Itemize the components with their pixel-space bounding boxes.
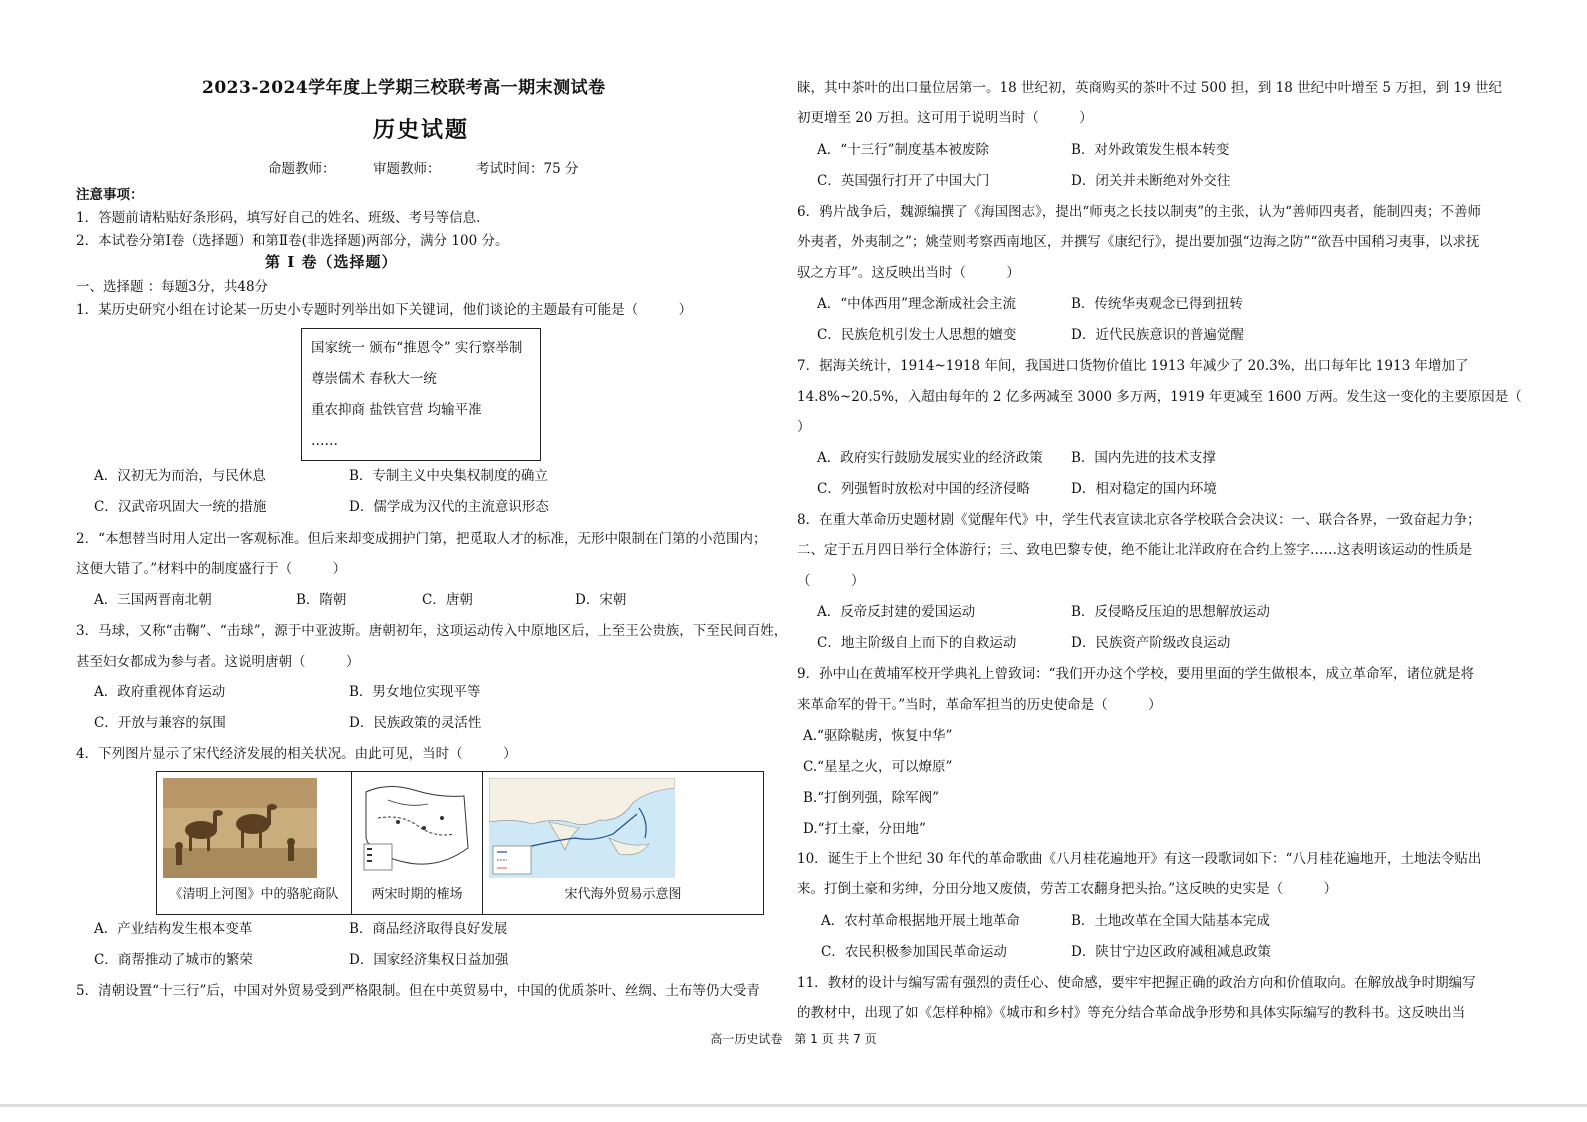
- question-8-stem: 8．在重大革命历史题材剧《觉醒年代》中，学生代表宣读北京各学校联合会决议：一、联合各界，一致奋起力争；: [797, 512, 1481, 528]
- option-d[interactable]: D．相对稳定的国内环境: [1071, 481, 1217, 497]
- trade-market-map: [358, 778, 476, 878]
- option-c[interactable]: C．地主阶级自上而下的自救运动: [817, 635, 1017, 651]
- question-9-stem: 9．孙中山在黄埔军校开学典礼上曾致词：“我们开办这个学校，要用里面的学生做根本，成立革命军，诸位就是将: [797, 666, 1474, 682]
- keyword-line: 尊崇儒术 春秋大一统: [311, 371, 437, 387]
- option-d[interactable]: D．近代民族意识的普遍觉醒: [1071, 327, 1244, 343]
- option-c[interactable]: C．英国强行打开了中国大门: [817, 173, 990, 189]
- camel-caravan-image: [163, 778, 317, 878]
- question-11-stem: 11．教材的设计与编写需有强烈的责任心、使命感，要牢牢把握正确的政治方向和价值取向。在解放战争时期编写: [797, 975, 1476, 991]
- option-b[interactable]: B．国内先进的技术支撑: [1071, 450, 1216, 466]
- question-5-stem: 5．清朝设置“十三行”后，中国对外贸易受到严格限制。但在中英贸易中，中国的优质茶叶、丝绸、土布等仍大受青: [76, 983, 760, 999]
- option-a[interactable]: A.“驱除鞑虏，恢复中华”: [803, 728, 953, 744]
- question-3-stem: 甚至妇女都成为参与者。这说明唐朝（ ）: [76, 654, 360, 670]
- question-8-stem: （ ）: [797, 573, 865, 589]
- figure-caption: 《清明上河图》中的骆驼商队: [169, 887, 339, 902]
- option-c[interactable]: C．列强暂时放松对中国的经济侵略: [817, 481, 1030, 497]
- option-b[interactable]: B．商品经济取得良好发展: [349, 921, 508, 937]
- question-6-stem: 外夷者，外夷制之”；姚莹则考察西南地区，并撰写《康纪行》，提出要加强“边海之防”“欲吾中国稍习夷事，以求抚: [797, 234, 1480, 250]
- notice-item: 2．本试卷分第Ⅰ卷（选择题）和第Ⅱ卷(非选择题)两部分，满分 100 分。: [76, 233, 509, 249]
- setter-label: 命题教师：: [268, 161, 336, 177]
- question-5-stem: 睐，其中茶叶的出口量位居第一。18 世纪初，英商购买的茶叶不过 500 担，到 18 世纪中叶增至 5 万担，到 19 世纪: [797, 80, 1503, 96]
- option-d[interactable]: D．民族政策的灵活性: [349, 715, 482, 731]
- option-d[interactable]: D.“打土豪，分田地”: [803, 821, 926, 837]
- option-c[interactable]: C.“星星之火，可以燎原”: [803, 759, 953, 775]
- option-a[interactable]: A．反帝反封建的爱国运动: [817, 604, 976, 620]
- question-2-stem: 2．“本想替当时用人定出一客观标准。但后来却变成拥护门第，把觅取人才的标准，无形中限制在门第的小范围内；: [76, 531, 767, 547]
- question-1-stem: 1．某历史研究小组在讨论某一历史小专题时列举出如下关键词，他们谈论的主题最有可能是（ ）: [76, 302, 693, 318]
- question-4-stem: 4．下列图片显示了宋代经济发展的相关状况。由此可见，当时（ ）: [76, 746, 517, 762]
- option-b[interactable]: B．反侵略反压迫的思想解放运动: [1071, 604, 1270, 620]
- notice-item: 1．答题前请粘贴好条形码，填写好自己的姓名、班级、考号等信息．: [76, 210, 490, 226]
- option-d[interactable]: D．儒学成为汉代的主流意识形态: [349, 499, 549, 515]
- option-d[interactable]: D．国家经济集权日益加强: [349, 952, 509, 968]
- option-a[interactable]: A．“十三行”制度基本被废除: [817, 142, 990, 158]
- option-d[interactable]: D．闭关并未断绝对外交往: [1071, 173, 1231, 189]
- section-instruction: 一、选择题 ：每题3分，共48分: [76, 279, 269, 295]
- option-c[interactable]: C．开放与兼容的氛围: [94, 715, 226, 731]
- exam-time: 考试时间：75 分: [476, 161, 579, 177]
- option-b[interactable]: B．隋朝: [296, 592, 347, 608]
- page-footer: 高一历史试卷 第 1 页 共 7 页: [710, 1032, 877, 1046]
- question-7-stem: 14.8%~20.5%，入超由每年的 2 亿多两减至 3000 多万两，1919 年更减至 1600 万两。发生这一变化的主要原因是（: [797, 389, 1522, 405]
- question-10-stem: 10．诞生于上个世纪 30 年代的革命歌曲《八月桂花遍地开》有这一段歌词如下：“八月桂花遍地开，土地法令贴出: [797, 851, 1482, 867]
- option-c[interactable]: C．农民积极参加国民革命运动: [821, 944, 1007, 960]
- exam-title: 2023-2024学年度上学期三校联考高一期末测试卷: [202, 78, 606, 98]
- option-d[interactable]: D．宋朝: [575, 592, 627, 608]
- option-a[interactable]: A．“中体西用”理念渐成社会主流: [817, 296, 1017, 312]
- option-a[interactable]: A．三国两晋南北朝: [94, 592, 212, 608]
- option-c[interactable]: C．唐朝: [422, 592, 473, 608]
- figure-strip: [156, 771, 764, 915]
- keyword-line: 重农抑商 盐铁官营 均输平准: [311, 402, 482, 418]
- reviewer-label: 审题教师：: [373, 161, 441, 177]
- question-8-stem: 二、定于五月四日举行全体游行；三、致电巴黎专使，绝不能让北洋政府在合约上签字……这表明该运动的性质是: [797, 542, 1472, 558]
- subject-title: 历史试题: [373, 117, 470, 143]
- keyword-box: [301, 328, 541, 461]
- option-b[interactable]: B．土地改革在全国大陆基本完成: [1071, 913, 1270, 929]
- option-c[interactable]: C．汉武帝巩固大一统的措施: [94, 499, 267, 515]
- keyword-line: ……: [311, 433, 338, 449]
- option-b[interactable]: B.“打倒列强，除军阀”: [803, 790, 940, 806]
- question-3-stem: 3．马球，又称“击鞠”、“击球”，源于中亚波斯。唐朝初年，这项运动传入中原地区后，上至王公贵族，下至民间百姓，: [76, 623, 788, 639]
- option-b[interactable]: B．专制主义中央集权制度的确立: [349, 468, 548, 484]
- option-b[interactable]: B．传统华夷观念已得到扭转: [1071, 296, 1243, 312]
- question-9-stem: 来革命军的骨干。”当时，革命军担当的历史使命是（ ）: [797, 697, 1162, 713]
- option-c[interactable]: C．民族危机引发士人思想的嬗变: [817, 327, 1017, 343]
- question-10-stem: 来。打倒土豪和劣绅，分田分地又废债，劳苦工农翻身把头抬。”这反映的史实是（ ）: [797, 881, 1338, 897]
- option-d[interactable]: D．民族资产阶级改良运动: [1071, 635, 1231, 651]
- option-a[interactable]: A．农村革命根据地开展土地革命: [821, 913, 1020, 929]
- figure-map-sea: [482, 772, 763, 914]
- question-5-stem: 初更增至 20 万担。这可用于说明当时（ ）: [797, 110, 1093, 126]
- question-6-stem: 6．鸦片战争后，魏源编撰了《海国图志》，提出“师夷之长技以制夷”的主张，认为“善师四夷者，能制四夷；不善师: [797, 204, 1482, 220]
- option-a[interactable]: A．政府重视体育运动: [94, 684, 226, 700]
- notice-title: 注意事项：: [76, 187, 144, 203]
- page-bottom-rule: [0, 1104, 1587, 1107]
- keyword-line: 国家统一 颁布“推恩令” 实行察举制: [311, 340, 523, 356]
- option-a[interactable]: A．汉初无为而治，与民休息: [94, 468, 266, 484]
- question-6-stem: 驭之方耳”。这反映出当时（ ）: [797, 265, 1020, 281]
- option-d[interactable]: D．陕甘宁边区政府减租减息政策: [1071, 944, 1271, 960]
- question-11-stem: 的教材中，出现了如《怎样种棉》《城市和乡村》等充分结合革命战争形势和具体实际编写的教科书。这反映出当: [797, 1005, 1466, 1021]
- figure-caption: 宋代海外贸易示意图: [564, 887, 682, 902]
- option-a[interactable]: A．产业结构发生根本变革: [94, 921, 253, 937]
- figure-painting: [157, 772, 351, 914]
- question-7-stem: 7．据海关统计，1914~1918 年间，我国进口货物价值比 1913 年减少了 20.3%，出口每年比 1913 年增加了: [797, 358, 1469, 374]
- figure-caption: 两宋时期的榷场: [371, 887, 463, 902]
- question-2-stem: 这便大错了。”材料中的制度盛行于（ ）: [76, 561, 347, 577]
- figure-map-trade: [351, 772, 482, 914]
- section-title: 第 Ⅰ 卷（选择题）: [265, 253, 398, 271]
- option-b[interactable]: B．对外政策发生根本转变: [1071, 142, 1230, 158]
- option-a[interactable]: A．政府实行鼓励发展实业的经济政策: [817, 450, 1043, 466]
- maritime-trade-map: [489, 778, 675, 878]
- question-7-stem: ）: [797, 419, 811, 435]
- option-c[interactable]: C．商帮推动了城市的繁荣: [94, 952, 253, 968]
- option-b[interactable]: B．男女地位实现平等: [349, 684, 481, 700]
